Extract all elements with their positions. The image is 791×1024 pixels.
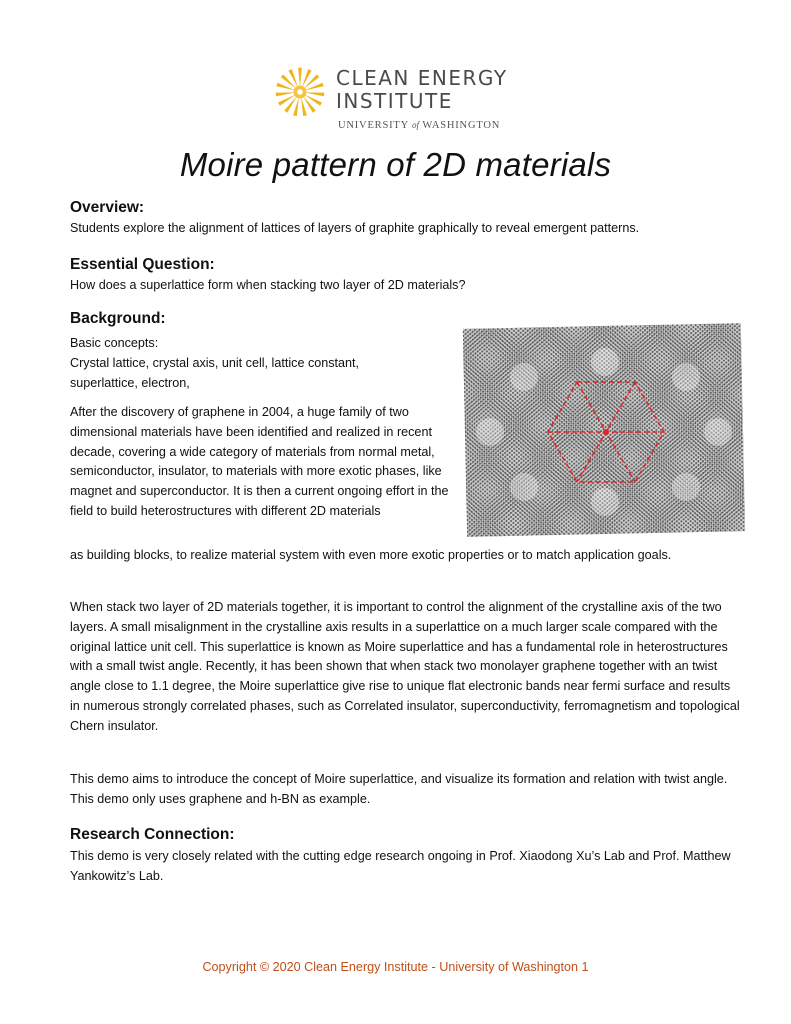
sunburst-icon [272, 64, 328, 120]
basic-concepts-line2: superlattice, electron, [70, 375, 190, 390]
essential-question-heading: Essential Question: [70, 256, 215, 273]
logo-text-line1: CLEAN ENERGY [336, 66, 508, 90]
page-title: Moire pattern of 2D materials [179, 146, 612, 183]
background-heading: Background: [70, 310, 166, 327]
essential-question-text: How does a superlattice form when stacking two layer of 2D materials? [70, 278, 466, 292]
overview-text: Students explore the alignment of lattices of layers of graphite graphically to reveal emergent patterns. [70, 221, 640, 235]
background-paragraph-3: This demo aims to introduce the concept of Moire superlattice, and visualize its formation and relation with twist angle. This demo only uses graphene and h-BN as example. [70, 772, 728, 806]
basic-concepts-label: Basic concepts: [70, 336, 159, 350]
background-paragraph-2: When stack two layer of 2D materials together, it is important to control the alignment of the crystalline axis of the two layers. A small misalignment in the crystalline axis results in a superlattice on a much larger scale compared with the original lattice unit cell. This superlattice is known as Moire superlattice and has a fundamental role in heterostructures with a small twist angle. Recently, it has been shown that when stack two monolayer graphene together with an twist angle close to 1.1 degree, the Moire superlattice give rise to unique flat electronic bands near fermi surface and results in numerous strongly correlated phases, such as Correlated insulator, superconductivity, ferromagnetism and topological Chern insulator. [70, 600, 740, 733]
basic-concepts-line1: Crystal lattice, crystal axis, unit cell, lattice constant, [70, 355, 360, 370]
cei-logo [272, 62, 532, 136]
background-paragraph-1-continued: as building blocks, to realize material system with even more exotic properties or to match application goals. [70, 548, 672, 562]
research-connection-heading: Research Connection: [70, 826, 235, 843]
logo-text-line2: INSTITUTE [336, 89, 453, 113]
research-connection-text: This demo is very closely related with the cutting edge research ongoing in Prof. Xiaodong Xu’s Lab and Prof. Matthew Yankowitz’s Lab. [70, 849, 731, 883]
logo-university: UNIVERSITY of WASHINGTON [338, 120, 501, 131]
moire-lattice-image [462, 322, 747, 540]
page-footer: Copyright © 2020 Clean Energy Institute - University of Washington 1 [202, 960, 589, 974]
background-paragraph-1: After the discovery of graphene in 2004, a huge family of two dimensional materials have been identified and realized in recent decade, covering a wide category of materials from normal metal, semiconductor, insulator, to materials with more exotic phases, like magnet and superconductor. It is then a current ongoing effort in the field to build heterostructures with different 2D materials [70, 405, 449, 518]
overview-heading: Overview: [70, 199, 145, 216]
basic-concepts [70, 334, 462, 393]
